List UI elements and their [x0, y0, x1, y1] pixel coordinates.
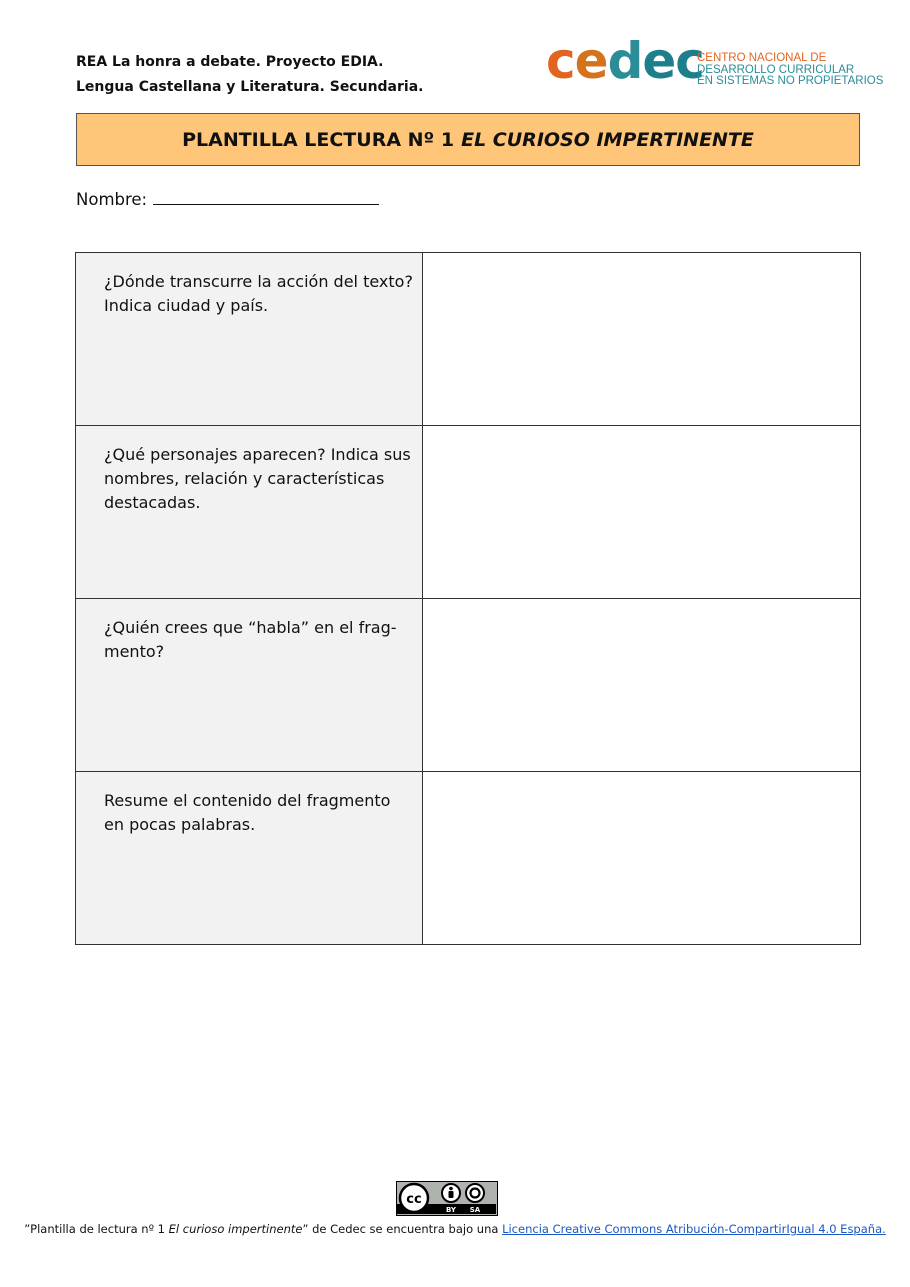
- cedec-logo-subtitle-3: EN SISTEMAS NO PROPIETARIOS: [697, 75, 884, 87]
- cc-sa-label: SA: [469, 1206, 481, 1214]
- cedec-logo-subtitle: [697, 53, 883, 88]
- table-row: [76, 426, 861, 599]
- footer-text-1: ”Plantilla de lectura nº 1: [24, 1222, 169, 1236]
- page-title: [76, 113, 860, 166]
- answer-cell[interactable]: [423, 599, 861, 772]
- page-title-italic: EL CURIOSO IMPERTINENTE: [461, 128, 754, 151]
- question-text: Resume el contenido del fragmento en pocas palabras.: [104, 791, 391, 834]
- name-input-line[interactable]: [153, 188, 379, 205]
- question-cell: [76, 599, 423, 772]
- cedec-logo: [546, 32, 884, 94]
- page-title-prefix: PLANTILLA LECTURA Nº 1: [182, 128, 455, 151]
- question-cell: [76, 772, 423, 945]
- question-text: ¿Dónde transcurre la acción del texto? Indica ciudad y país.: [104, 272, 413, 315]
- answer-cell[interactable]: [423, 772, 861, 945]
- header-line-project: REA La honra a debate. Proyecto EDIA.: [76, 54, 384, 70]
- cc-badge-graphic: [397, 1182, 496, 1214]
- question-text: ¿Qué personajes aparecen? Indica sus nombres, relación y características destacadas.: [104, 445, 411, 512]
- name-field: [76, 188, 379, 209]
- license-link[interactable]: Licencia Creative Commons Atribución-CompartirIgual 4.0 España.: [502, 1222, 886, 1236]
- cc-by-label: BY: [445, 1206, 457, 1214]
- question-cell: [76, 253, 423, 426]
- answer-cell[interactable]: [423, 426, 861, 599]
- cedec-logo-word: cedec: [546, 32, 704, 90]
- table-row: [76, 772, 861, 945]
- header-info: [76, 50, 423, 100]
- license-footer: [0, 1222, 910, 1236]
- question-text: ¿Quién crees que “habla” en el fragmento?: [104, 618, 397, 661]
- answer-cell[interactable]: [423, 253, 861, 426]
- header-line-subject: Lengua Castellana y Literatura. Secundaria.: [76, 79, 424, 95]
- cedec-logo-subtitle-2: DESARROLLO CURRICULAR: [697, 63, 855, 76]
- cedec-logo-subtitle-1: CENTRO NACIONAL DE: [697, 52, 827, 64]
- table-row: [76, 599, 861, 772]
- footer-italic-title: El curioso impertinente: [168, 1222, 303, 1236]
- table-row: [76, 253, 861, 426]
- svg-text:cc: cc: [406, 1192, 422, 1207]
- question-cell: [76, 426, 423, 599]
- name-label: Nombre:: [76, 190, 148, 209]
- footer-text-2: ” de Cedec se encuentra bajo una: [302, 1222, 503, 1236]
- cc-by-sa-icon: [396, 1181, 498, 1216]
- questions-table: [75, 252, 861, 945]
